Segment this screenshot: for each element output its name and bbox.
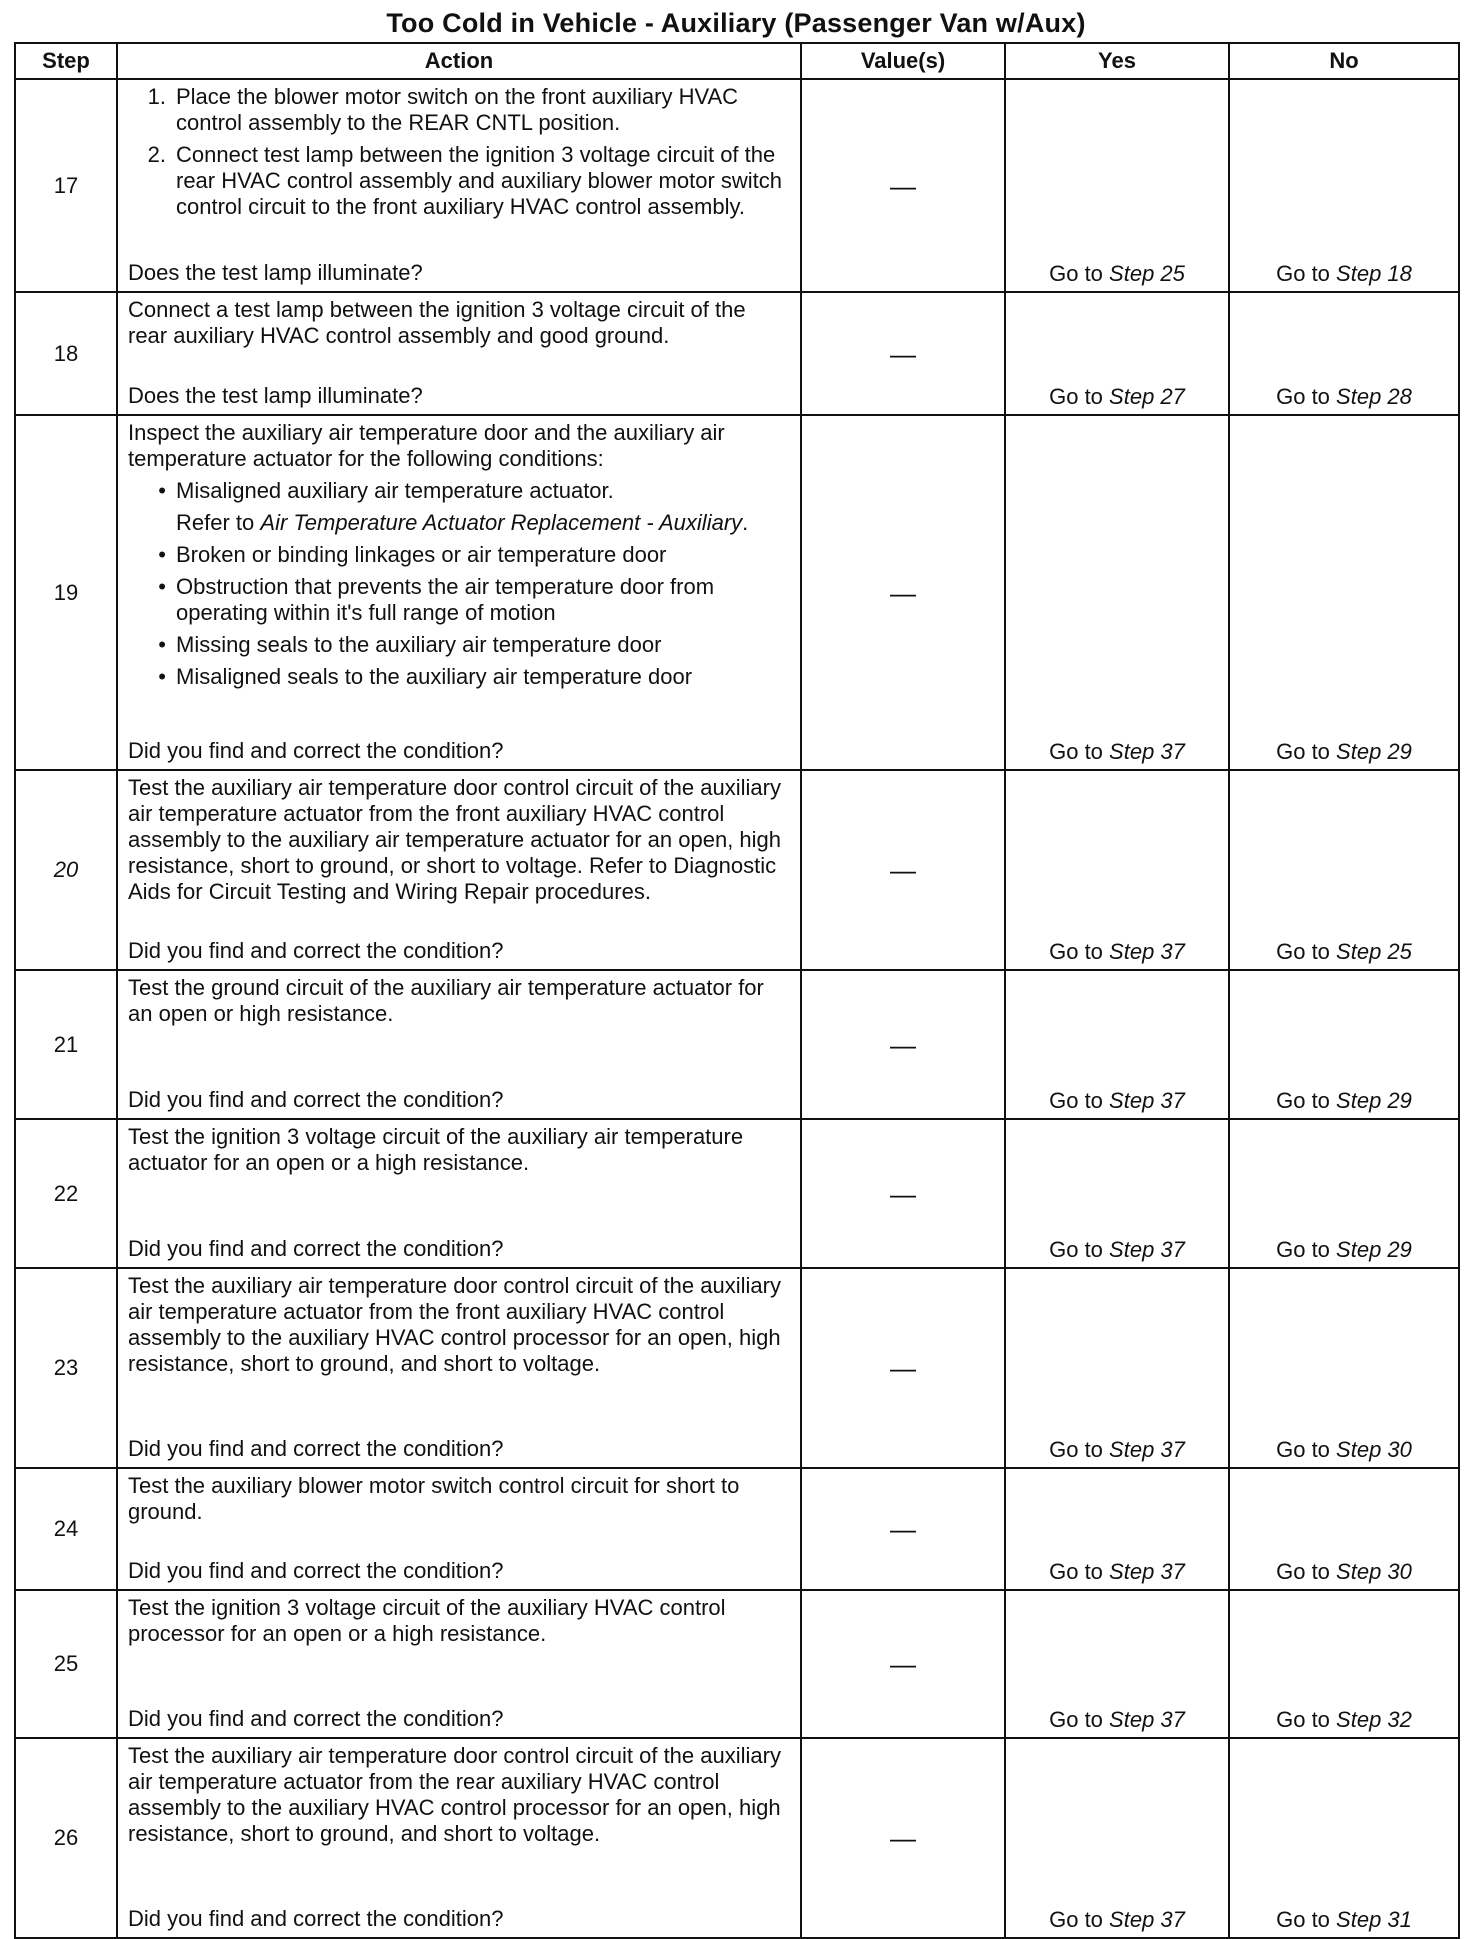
action-cell — [117, 1590, 801, 1738]
yes-cell: Go to Step 37 — [1005, 1119, 1229, 1268]
table-row — [15, 1268, 1459, 1468]
yes-cell: Go to Step 25 — [1005, 79, 1229, 292]
action-text: Connect a test lamp between the ignition 3 voltage circuit of the rear auxiliary HVAC control assembly and good ground. — [128, 297, 746, 348]
yes-cell: Go to Step 37 — [1005, 1468, 1229, 1590]
list-item: • Misaligned seals to the auxiliary air temperature door — [158, 664, 693, 689]
step-number: 20 — [15, 770, 117, 970]
action-cell — [117, 79, 801, 292]
value-cell: — — [801, 1119, 1005, 1268]
value-cell: — — [801, 1738, 1005, 1938]
step-number: 23 — [15, 1268, 117, 1468]
action-question: Does the test lamp illuminate? — [128, 383, 423, 408]
no-cell: Go to Step 31 — [1229, 1738, 1459, 1938]
table-row — [15, 1590, 1459, 1738]
action-text: Test the auxiliary air temperature door control circuit of the auxiliary air temperature actuator from the rear auxiliary HVAC control assembly to the auxiliary HVAC control processor for an open, high resistance, short to ground, and short to voltage. — [128, 1743, 781, 1846]
value-cell: — — [801, 415, 1005, 770]
header-action: Action — [117, 43, 801, 79]
action-cell — [117, 292, 801, 415]
header-no: No — [1229, 43, 1459, 79]
yes-cell: Go to Step 37 — [1005, 1738, 1229, 1938]
no-cell: Go to Step 29 — [1229, 1119, 1459, 1268]
page-title: Too Cold in Vehicle - Auxiliary (Passenger Van w/Aux) — [386, 8, 1086, 38]
no-cell: Go to Step 30 — [1229, 1468, 1459, 1590]
table-row — [15, 415, 1459, 770]
action-cell — [117, 1738, 801, 1938]
no-cell: Go to Step 29 — [1229, 415, 1459, 770]
action-cell — [117, 770, 801, 970]
no-cell: Go to Step 30 — [1229, 1268, 1459, 1468]
list-item: • Obstruction that prevents the air temperature door from operating within it's full range of motion — [158, 574, 715, 625]
yes-cell: Go to Step 27 — [1005, 292, 1229, 415]
no-cell: Go to Step 25 — [1229, 770, 1459, 970]
action-cell — [117, 1119, 801, 1268]
table-row — [15, 1738, 1459, 1938]
yes-cell: Go to Step 37 — [1005, 1590, 1229, 1738]
value-cell: — — [801, 770, 1005, 970]
value-cell: — — [801, 1268, 1005, 1468]
header-values: Value(s) — [801, 43, 1005, 79]
action-question: Did you find and correct the condition? — [128, 1236, 504, 1261]
table-row — [15, 770, 1459, 970]
no-cell: Go to Step 28 — [1229, 292, 1459, 415]
header-yes: Yes — [1005, 43, 1229, 79]
action-question: Did you find and correct the condition? — [128, 1706, 504, 1731]
table-row — [15, 970, 1459, 1119]
no-cell: Go to Step 29 — [1229, 970, 1459, 1119]
action-question: Does the test lamp illuminate? — [128, 260, 423, 285]
table-row — [15, 292, 1459, 415]
condition-list — [128, 478, 788, 690]
action-text: Test the ignition 3 voltage circuit of the auxiliary HVAC control processor for an open or a high resistance. — [128, 1595, 726, 1646]
action-text: Inspect the auxiliary air temperature door and the auxiliary air temperature actuator for the following conditions: — [128, 420, 725, 471]
step-number: 25 — [15, 1590, 117, 1738]
action-text: Test the ignition 3 voltage circuit of the auxiliary air temperature actuator for an open or a high resistance. — [128, 1124, 744, 1175]
no-cell: Go to Step 18 — [1229, 79, 1459, 292]
action-cell — [117, 415, 801, 770]
list-item: • Missing seals to the auxiliary air temperature door — [158, 632, 662, 657]
action-cell — [117, 1268, 801, 1468]
value-cell: — — [801, 970, 1005, 1119]
action-question: Did you find and correct the condition? — [128, 1087, 504, 1112]
yes-cell: Go to Step 37 — [1005, 415, 1229, 770]
no-cell: Go to Step 32 — [1229, 1590, 1459, 1738]
action-question: Did you find and correct the condition? — [128, 1436, 504, 1461]
list-item: • Misaligned auxiliary air temperature actuator. — [158, 478, 614, 503]
step-number: 22 — [15, 1119, 117, 1268]
yes-cell: Go to Step 37 — [1005, 970, 1229, 1119]
diagnostic-table — [14, 42, 1460, 1939]
list-item: 1. Place the blower motor switch on the front auxiliary HVAC control assembly to the REAR CNTL position. — [147, 84, 739, 135]
action-question: Did you find and correct the condition? — [128, 738, 504, 763]
action-cell — [117, 970, 801, 1119]
table-row — [15, 1119, 1459, 1268]
value-cell: — — [801, 292, 1005, 415]
action-question: Did you find and correct the condition? — [128, 1906, 504, 1931]
action-question: Did you find and correct the condition? — [128, 938, 504, 963]
action-text: Test the auxiliary air temperature door control circuit of the auxiliary air temperature actuator from the front auxiliary HVAC control assembly to the auxiliary HVAC control processor for an open, high resistance, short to ground, and short to voltage. — [128, 1273, 781, 1376]
table-row — [15, 1468, 1459, 1590]
table-row — [15, 79, 1459, 292]
step-number: 21 — [15, 970, 117, 1119]
reference-note: Refer to Air Temperature Actuator Replacement - Auxiliary. — [176, 510, 749, 535]
list-item: 2. Connect test lamp between the ignition 3 voltage circuit of the rear HVAC control assembly and auxiliary blower motor switch control circuit to the front auxiliary HVAC control assembly. — [147, 142, 783, 219]
action-question: Did you find and correct the condition? — [128, 1558, 504, 1583]
step-number: 18 — [15, 292, 117, 415]
step-number: 26 — [15, 1738, 117, 1938]
action-steps-list — [128, 84, 788, 226]
step-number: 19 — [15, 415, 117, 770]
value-cell: — — [801, 1468, 1005, 1590]
header-step: Step — [15, 43, 117, 79]
action-text: Test the auxiliary blower motor switch control circuit for short to ground. — [128, 1473, 740, 1524]
reference-link[interactable]: Air Temperature Actuator Replacement - Auxiliary — [260, 510, 743, 535]
yes-cell: Go to Step 37 — [1005, 770, 1229, 970]
value-cell: — — [801, 1590, 1005, 1738]
step-number: 24 — [15, 1468, 117, 1590]
step-number: 17 — [15, 79, 117, 292]
table-header-row — [15, 43, 1459, 79]
value-cell: — — [801, 79, 1005, 292]
action-text: Test the auxiliary air temperature door control circuit of the auxiliary air temperature actuator from the front auxiliary HVAC control assembly to the auxiliary air temperature actuator for an open, high resistance, short to ground, or short to voltage. Refer to Diagnostic Aids for Circuit Testing and Wiring Repair procedures. — [128, 775, 782, 904]
list-item: • Broken or binding linkages or air temperature door — [158, 542, 667, 567]
yes-cell: Go to Step 37 — [1005, 1268, 1229, 1468]
action-cell — [117, 1468, 801, 1590]
action-text: Test the ground circuit of the auxiliary air temperature actuator for an open or high resistance. — [128, 975, 764, 1026]
